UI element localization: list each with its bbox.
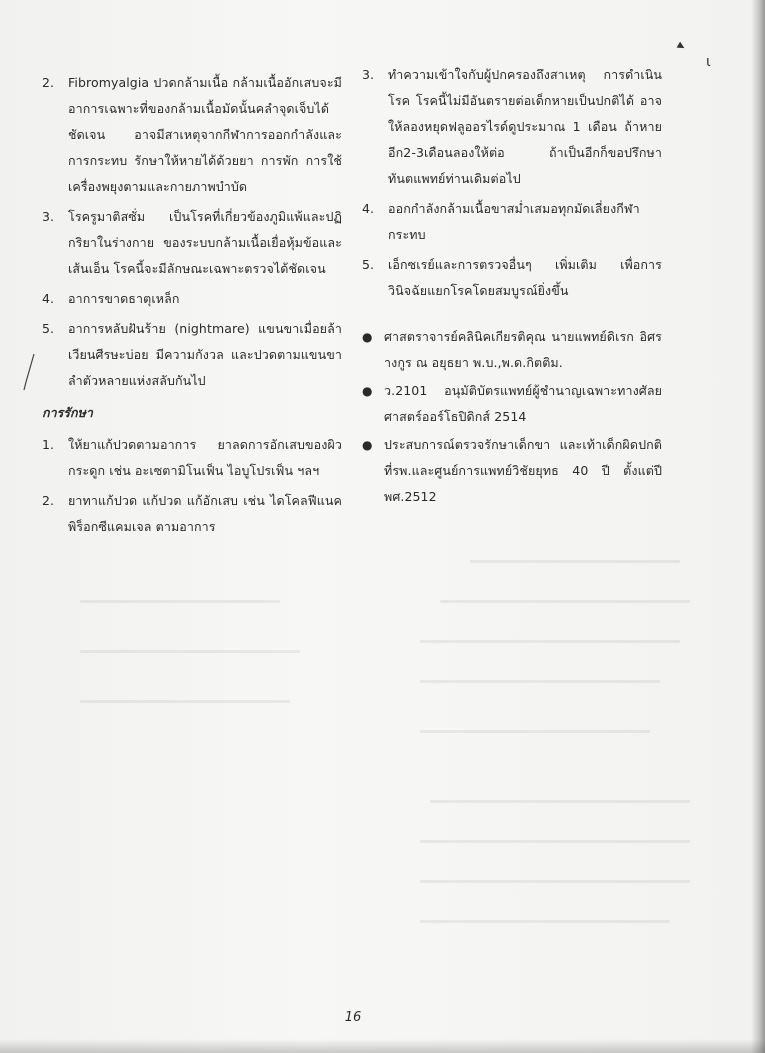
- show-through-line: [420, 640, 680, 643]
- list-item: [42, 488, 342, 540]
- list-item: [42, 204, 342, 282]
- list-text: อาการขาดธาตุเหล็ก: [68, 291, 180, 306]
- stray-mark: ɩ: [706, 54, 711, 70]
- list-number: 5.: [42, 321, 54, 336]
- list-number: 5.: [362, 257, 374, 272]
- show-through-line: [420, 840, 690, 843]
- show-through-line: [470, 560, 680, 563]
- credential-text: ว.2101 อนุมัติบัตรแพทย์ผู้ชำนาญเฉพาะทางศัลยศาสตร์ออร์โธปิดิกส์ 2514: [384, 383, 662, 424]
- list-number: 4.: [362, 201, 374, 216]
- list-number: 3.: [362, 67, 374, 82]
- list-item: [362, 196, 662, 248]
- bullet-icon: ●: [362, 384, 373, 398]
- bullet-icon: ●: [362, 330, 373, 344]
- show-through-line: [80, 700, 290, 703]
- list-text: เอ็กซเรย์และการตรวจอื่นๆ เพิ่มเติม เพื่อการวินิจฉัยแยกโรคโดยสมบูรณ์ยิ่งขึ้น: [388, 257, 662, 298]
- list-text: Fibromyalgia ปวดกล้ามเนื้อ กล้ามเนื้ออักเสบจะมีอาการเฉพาะที่ของกล้ามเนื้อมัดนั้นคลำจุดเจ็บได้ชัดเจน อาจมีสาเหตุจากกีฬาการออกกำลังและการกระทบ รักษาให้หายได้ด้วยยา การพัก การใช้เครื่องพยุงตามและกายภาพบำบัด: [68, 75, 342, 194]
- show-through-line: [420, 730, 650, 733]
- scan-edge-shadow: [0, 1039, 765, 1053]
- bullet-icon: ●: [362, 438, 373, 452]
- list-item: [362, 62, 662, 192]
- credential-item: [362, 324, 662, 376]
- list-item: [362, 252, 662, 304]
- left-column: [42, 70, 342, 544]
- list-text: ให้ยาแก้ปวดตามอาการ ยาลดการอักเสบของผิวกระดูก เช่น อะเซตามิโนเฟ็น ไอบูโปรเฟ็น ฯลฯ: [68, 437, 342, 478]
- credential-item: [362, 432, 662, 510]
- show-through-line: [420, 920, 670, 923]
- list-item: [42, 316, 342, 394]
- credential-item: [362, 378, 662, 430]
- list-item: [42, 432, 342, 484]
- list-number: 2.: [42, 75, 54, 90]
- right-column: [362, 62, 662, 512]
- list-text: ออกกำลังกล้ามเนื้อขาสม่ำเสมอทุกมัดเลี่ยงกีฬากระทบ: [388, 201, 640, 242]
- show-through-line: [420, 680, 660, 683]
- scan-edge-shadow: [751, 0, 765, 1053]
- credential-text: ประสบการณ์ตรวจรักษาเด็กขา และเท้าเด็กผิดปกติ ที่รพ.และศูนย์การแพทย์วิชัยยุทธ 40 ปี ตั้งแต่ปี พศ.2512: [384, 437, 662, 504]
- list-text: ยาทาแก้ปวด แก้ปวด แก้อักเสบ เช่น ไดโคลฟีแนคพิร็อกซีแคมเจล ตามอาการ: [68, 493, 342, 534]
- author-credentials: [362, 324, 662, 510]
- list-number: 3.: [42, 209, 54, 224]
- list-number: 1.: [42, 437, 54, 452]
- list-item: [42, 286, 342, 312]
- show-through-line: [420, 880, 690, 883]
- stray-mark: ▸: [674, 37, 689, 55]
- list-number: 4.: [42, 291, 54, 306]
- list-item: [42, 70, 342, 200]
- pencil-tick-mark: [22, 352, 36, 392]
- show-through-line: [430, 800, 690, 803]
- show-through-line: [440, 600, 690, 603]
- list-text: อาการหลับฝันร้าย (nightmare) แขนขาเมื่อยล้าเวียนศีรษะบ่อย มีความกังวล และปวดตามแขนขาลำตัวหลายแห่งสลับกันไป: [68, 321, 342, 388]
- credential-text: ศาสตราจารย์คลินิคเกียรติคุณ นายแพทย์ดิเรก อิศรางกูร ณ อยุธยา พ.บ.,พ.ด.กิตติม.: [384, 329, 662, 370]
- show-through-line: [80, 650, 300, 653]
- page-number: 16: [344, 1010, 362, 1025]
- list-number: 2.: [42, 493, 54, 508]
- show-through-line: [80, 600, 280, 603]
- section-heading-treatment: การรักษา: [42, 405, 93, 420]
- list-text: โรครูมาติสซั่ม เป็นโรคที่เกี่ยวข้องภูมิแพ้และปฏิกริยาในร่างกาย ของระบบกล้ามเนื้อเยื่อหุ้มข้อและเส้นเอ็น โรคนี้จะมีลักษณะเฉพาะตรวจได้ชัดเจน: [68, 209, 342, 276]
- list-text: ทำความเข้าใจกับผู้ปกครองถึงสาเหตุ การดำเนินโรค โรคนี้ไม่มีอันตรายต่อเด็กหายเป็นปกติได้ อาจให้ลองหยุดฟลูออรไรด์ดูประมาณ 1 เดือน ถ้าหาย อีก2-3เดือนลองให้ต่อ ถ้าเป็นอีกก็ขอปรึกษาทันตแพทย์ท่านเดิมต่อไป: [388, 67, 662, 186]
